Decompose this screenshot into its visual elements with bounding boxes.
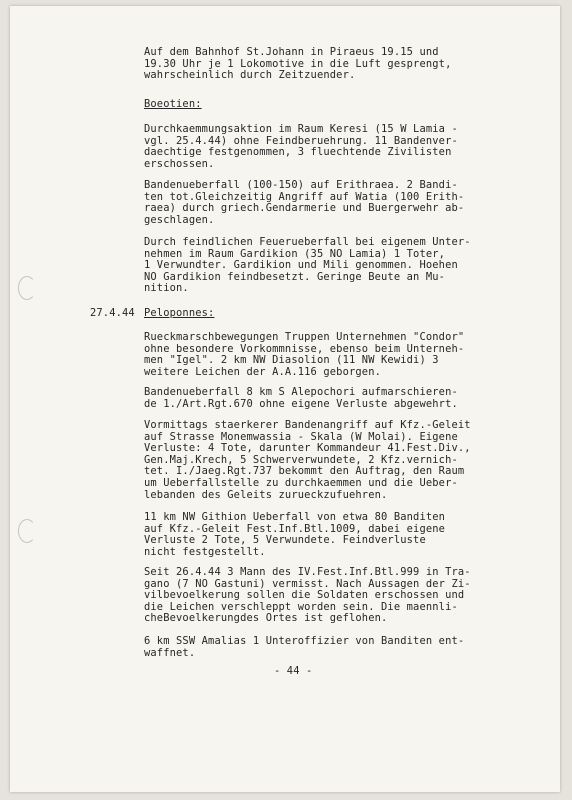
text-line: ten tot.Gleichzeitig Angriff auf Watia (100 Erith-: [144, 190, 465, 203]
text-line: nition.: [144, 282, 189, 295]
text-line: nehmen im Raum Gardikion (35 NO Lamia) 1 Toter,: [144, 247, 446, 260]
text-line: Verluste 2 Tote, 5 Verwundete. Feindverluste: [144, 534, 426, 547]
paragraph: [144, 567, 544, 625]
paragraph: [144, 332, 544, 378]
text-line: 11 km NW Githion Ueberfall von etwa 80 Banditen: [144, 511, 446, 523]
paragraph: [144, 636, 544, 659]
text-line: ohne besondere Vorkommnisse, ebenso beim Unterneh-: [144, 342, 465, 355]
text-line: men "Igel". 2 km NW Diasolion (11 NW Kewidi) 3: [144, 354, 439, 367]
text-line: vilbevoelkerung sollen die Soldaten erschossen und: [144, 589, 465, 602]
text-line: Gen.Maj.Krech, 5 Schwerverwundete, 2 Kfz.vernich-: [144, 453, 458, 466]
text-line: Verluste: 4 Tote, darunter Kommandeur 41.Fest.Div.,: [144, 442, 471, 455]
text-line: gano (7 NO Gastuni) vermisst. Nach Aussagen der Zi-: [144, 577, 471, 590]
text-line: um Ueberfallstelle zu durchkaemmen und die Ueber-: [144, 476, 458, 489]
entry-date: 27.4.44: [90, 307, 135, 319]
text-line: geschlagen.: [144, 213, 215, 226]
text-line: Seit 26.4.44 3 Mann des IV.Fest.Inf.Btl.999 in Tra-: [144, 566, 471, 578]
text-line: die Leichen verschleppt worden sein. Die maennli-: [144, 600, 458, 613]
text-line: Auf dem Bahnhof St.Johann in Piraeus 19.15 und: [144, 46, 439, 58]
paragraph: [144, 420, 544, 501]
text-line: NO Gardikion feindbesetzt. Geringe Beute an Mu-: [144, 270, 446, 283]
text-line: weitere Leichen der A.A.116 geborgen.: [144, 365, 382, 378]
text-line: Durch feindlichen Feuerueberfall bei eigenem Unter-: [144, 236, 471, 248]
paragraph: [144, 387, 544, 410]
document-page: [10, 6, 560, 792]
text-line: Bandenueberfall (100-150) auf Erithraea. 2 Bandi-: [144, 179, 458, 191]
paragraph: [144, 180, 544, 226]
text-line: 6 km SSW Amalias 1 Unteroffizier von Banditen ent-: [144, 635, 465, 647]
page-number: - 44 -: [274, 665, 313, 677]
paragraph: [144, 237, 544, 295]
text-line: vgl. 25.4.44) ohne Feindberuehrung. 11 Bandenver-: [144, 134, 458, 147]
text-line: Rueckmarschbewegungen Truppen Unternehmen "Condor": [144, 331, 465, 343]
punch-hole: [18, 519, 36, 543]
text-line: 19.30 Uhr je 1 Lokomotive in die Luft gesprengt,: [144, 57, 452, 70]
text-line: de 1./Art.Rgt.670 ohne eigene Verluste abgewehrt.: [144, 397, 458, 410]
paragraph: [144, 124, 544, 170]
section-heading-boeotien: Boeotien:: [144, 98, 202, 110]
paragraph-intro: [144, 47, 544, 82]
text-line: wahrscheinlich durch Zeitzuender.: [144, 69, 356, 82]
text-line: cheBevoelkerungdes Ortes ist geflohen.: [144, 612, 388, 625]
text-line: 1 Verwundter. Gardikion und Mili genommen. Hoehen: [144, 259, 458, 272]
section-heading-peloponnes: Peloponnes:: [144, 307, 215, 319]
text-line: Bandenueberfall 8 km S Alepochori aufmarschieren-: [144, 386, 458, 398]
text-line: waffnet.: [144, 646, 196, 659]
text-line: raea) durch griech.Gendarmerie und Buergerwehr ab-: [144, 202, 465, 215]
text-line: erschossen.: [144, 157, 215, 170]
punch-hole: [18, 276, 36, 300]
text-line: nicht festgestellt.: [144, 545, 266, 558]
text-line: auf Strasse Monemwassia - Skala (W Molai). Eigene: [144, 430, 458, 443]
text-line: Durchkaemmungsaktion im Raum Keresi (15 W Lamia -: [144, 123, 458, 135]
paragraph: [144, 512, 544, 558]
text-line: tet. I./Jaeg.Rgt.737 bekommt den Auftrag, den Raum: [144, 465, 465, 478]
text-line: auf Kfz.-Geleit Fest.Inf.Btl.1009, dabei eigene: [144, 522, 446, 535]
text-line: lebanden des Geleits zurueckzufuehren.: [144, 488, 388, 501]
text-line: daechtige festgenommen, 3 fluechtende Zivilisten: [144, 146, 452, 159]
text-line: Vormittags staerkerer Bandenangriff auf Kfz.-Geleit: [144, 419, 471, 431]
